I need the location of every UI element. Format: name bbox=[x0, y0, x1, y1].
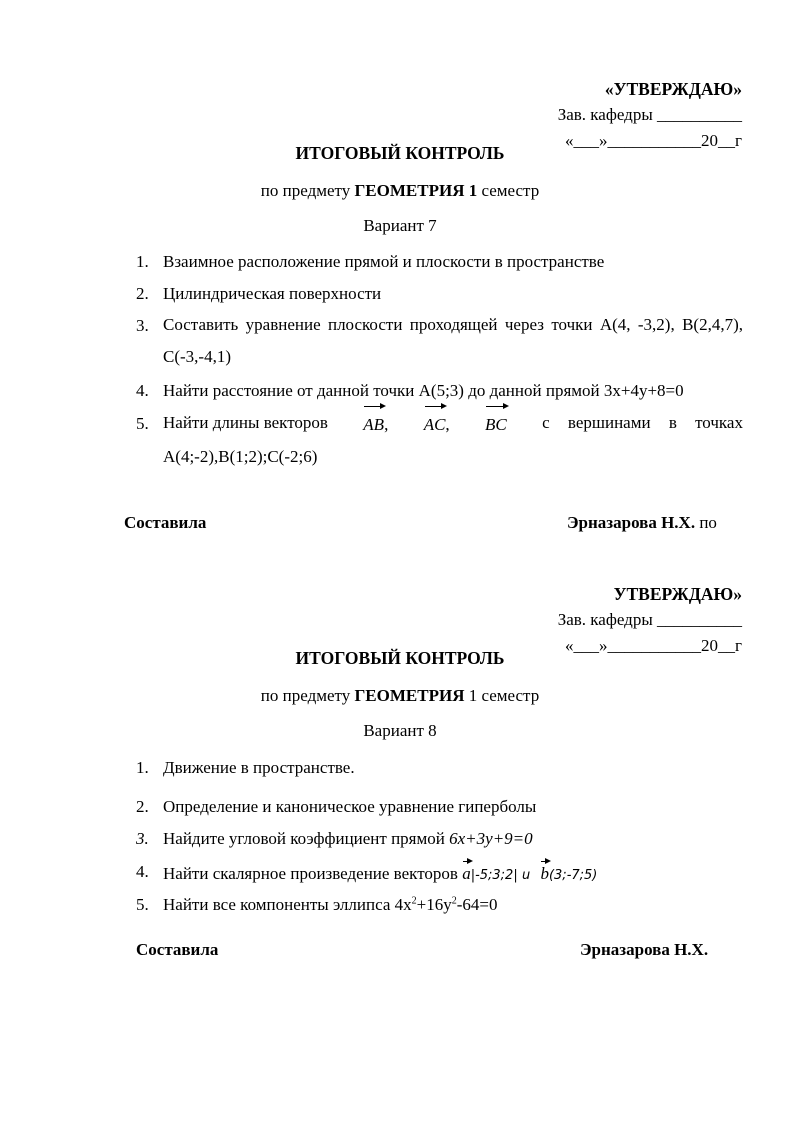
task-number: 5. bbox=[136, 895, 149, 914]
subject-name: ГЕОМЕТРИЯ bbox=[354, 686, 465, 705]
variant-label: Вариант 8 bbox=[363, 721, 437, 740]
approval-title: УТВЕРЖДАЮ» bbox=[613, 584, 742, 604]
task-text: Определение и каноническое уравнение гиперболы bbox=[163, 797, 537, 816]
task-text bbox=[163, 862, 743, 884]
vector-group: AB, bbox=[363, 407, 388, 441]
vector-ab: AB bbox=[363, 407, 384, 441]
vector-group: AC, bbox=[424, 407, 450, 441]
subject-suffix: семестр bbox=[481, 181, 540, 200]
composed-label: Составила bbox=[136, 940, 219, 959]
subject-suffix: 1 семестр bbox=[468, 686, 540, 705]
doc-heading: ИТОГОВЫЙ КОНТРОЛЬ bbox=[295, 648, 505, 668]
equation-term: 4x bbox=[394, 895, 412, 914]
subject-prefix: по предмету bbox=[260, 686, 351, 705]
vector-a: a bbox=[462, 864, 471, 883]
task-text bbox=[163, 895, 743, 915]
composed-label: Составила bbox=[124, 513, 207, 532]
equation-term: +16y bbox=[416, 895, 452, 914]
task-number: 2. bbox=[136, 797, 149, 816]
author-suffix: по bbox=[699, 513, 717, 532]
conjunction: u bbox=[521, 868, 531, 883]
approval-head: Зав. кафедры __________ bbox=[557, 610, 742, 629]
doc-heading: ИТОГОВЫЙ КОНТРОЛЬ bbox=[295, 143, 505, 163]
task-text-body: Найдите угловой коэффициент прямой bbox=[163, 829, 445, 848]
approval-date: «___»___________20__г bbox=[565, 131, 742, 150]
line-equation: 6х+3у+9=0 bbox=[449, 829, 533, 848]
task-number: 2. bbox=[136, 284, 149, 303]
task-text-start: Найти длины векторов bbox=[163, 413, 328, 432]
ellipse-equation bbox=[395, 895, 498, 914]
equation-exponent: 2 bbox=[411, 895, 417, 907]
subject-prefix: по предмету bbox=[260, 181, 351, 200]
task-number: 4. bbox=[136, 381, 149, 400]
task-text-end: А(4;-2),В(1;2);С(-2;6) bbox=[163, 447, 318, 466]
approval-title: «УТВЕРЖДАЮ» bbox=[604, 79, 742, 99]
task-number: 3. bbox=[136, 829, 149, 848]
task-text bbox=[163, 407, 743, 473]
task-text-mid: с вершинами в точках bbox=[542, 413, 743, 432]
vector-b-coords: (3;-7;5) bbox=[548, 868, 598, 883]
vector-ac: AC bbox=[424, 407, 446, 441]
task-text: Взаимное расположение прямой и плоскости в пространстве bbox=[163, 252, 605, 271]
author-name: Эрназарова Н.Х. bbox=[567, 513, 696, 532]
subject-line bbox=[0, 181, 800, 201]
approval-head: Зав. кафедры __________ bbox=[557, 105, 742, 124]
task-number: 1. bbox=[136, 252, 149, 271]
vector-bc: BC bbox=[485, 407, 507, 441]
task-number: 5. bbox=[136, 414, 149, 433]
task-line bbox=[163, 407, 743, 441]
task-number: 1. bbox=[136, 758, 149, 777]
variant-label: Вариант 7 bbox=[363, 216, 437, 235]
task-number: 4. bbox=[136, 862, 149, 881]
approval-date: «___»___________20__г bbox=[565, 636, 742, 655]
task-text: Движение в пространстве. bbox=[163, 758, 355, 777]
task-number: 3. bbox=[136, 316, 149, 335]
author-name: Эрназарова Н.Х. bbox=[580, 940, 709, 959]
task-text: Составить уравнение плоскости проходящей через точки А(4, -3,2), В(2,4,7), С(-3,-4,1) bbox=[163, 315, 743, 366]
task-text bbox=[163, 829, 743, 849]
task-text-body: Найти все компоненты эллипса bbox=[163, 895, 391, 914]
equation-term: -64=0 bbox=[456, 895, 498, 914]
author-signature bbox=[567, 513, 717, 533]
equation-exponent: 2 bbox=[451, 895, 457, 907]
task-text-body: Найти скалярное произведение векторов bbox=[163, 864, 458, 883]
vector-a-coords: |-5;3;2| bbox=[470, 868, 518, 883]
vector-b: b bbox=[540, 864, 549, 883]
subject-line bbox=[0, 686, 800, 706]
task-text: Цилиндрическая поверхности bbox=[163, 284, 382, 303]
subject-name: ГЕОМЕТРИЯ 1 bbox=[354, 181, 478, 200]
task-text: Найти расстояние от данной точки А(5;3) до данной прямой 3х+4у+8=0 bbox=[163, 381, 684, 400]
